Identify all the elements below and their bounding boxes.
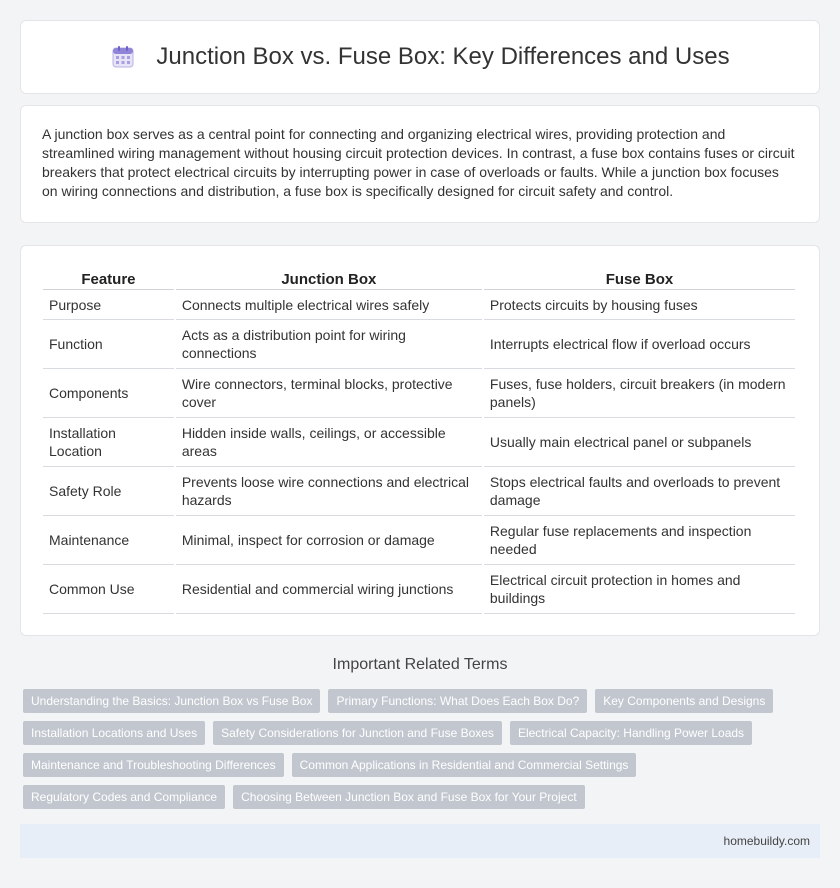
cell-fuse-box: Electrical circuit protection in homes and buildings (484, 565, 795, 614)
header-junction-box: Junction Box (176, 268, 482, 290)
intro-text: A junction box serves as a central point for connecting and organizing electrical wires, providing protection and streamlined wiring management without housing circuit protection devices. In contrast, a fuse box contains fuses or circuit breakers that protect electrical circuits by interrupting power in case of overloads or faults. While a junction box focuses on wiring connections and distribution, a fuse box is specifically designed for circuit safety and control. (42, 126, 795, 199)
related-term-tag[interactable]: Electrical Capacity: Handling Power Loads (510, 721, 752, 745)
table-header-row (43, 268, 795, 290)
cell-feature: Installation Location (43, 418, 174, 467)
related-term-tag[interactable]: Key Components and Designs (595, 689, 773, 713)
title-wrap (110, 43, 729, 71)
table-row (43, 565, 795, 614)
cell-fuse-box: Fuses, fuse holders, circuit breakers (in modern panels) (484, 369, 795, 418)
cell-fuse-box: Interrupts electrical flow if overload occurs (484, 320, 795, 369)
related-terms-title: Important Related Terms (332, 656, 508, 673)
related-term-tag[interactable]: Understanding the Basics: Junction Box vs Fuse Box (23, 689, 320, 713)
table-row (43, 320, 795, 369)
cell-feature: Safety Role (43, 467, 174, 516)
footer (20, 824, 820, 858)
cell-junction-box: Hidden inside walls, ceilings, or accessible areas (176, 418, 482, 467)
cell-fuse-box: Protects circuits by housing fuses (484, 290, 795, 320)
intro-card (20, 105, 820, 223)
related-term-tag[interactable]: Common Applications in Residential and Commercial Settings (292, 753, 637, 777)
comparison-table-card (20, 245, 820, 636)
cell-feature: Purpose (43, 290, 174, 320)
table-row (43, 290, 795, 320)
related-terms-tags (23, 689, 823, 817)
related-term-tag[interactable]: Safety Considerations for Junction and Fuse Boxes (213, 721, 502, 745)
cell-junction-box: Acts as a distribution point for wiring connections (176, 320, 482, 369)
header-feature: Feature (43, 268, 174, 290)
cell-fuse-box: Usually main electrical panel or subpanels (484, 418, 795, 467)
tag-row (23, 721, 823, 745)
cell-feature: Function (43, 320, 174, 369)
tag-row (23, 689, 823, 713)
cell-fuse-box: Stops electrical faults and overloads to prevent damage (484, 467, 795, 516)
cell-fuse-box: Regular fuse replacements and inspection needed (484, 516, 795, 565)
related-term-tag[interactable]: Choosing Between Junction Box and Fuse Box for Your Project (233, 785, 585, 809)
cell-feature: Components (43, 369, 174, 418)
related-term-tag[interactable]: Maintenance and Troubleshooting Differences (23, 753, 284, 777)
table-row (43, 418, 795, 467)
cell-junction-box: Prevents loose wire connections and electrical hazards (176, 467, 482, 516)
header-card (20, 20, 820, 94)
cell-feature: Maintenance (43, 516, 174, 565)
cell-junction-box: Wire connectors, terminal blocks, protective cover (176, 369, 482, 418)
cell-feature: Common Use (43, 565, 174, 614)
table-row (43, 516, 795, 565)
related-term-tag[interactable]: Primary Functions: What Does Each Box Do? (328, 689, 587, 713)
related-term-tag[interactable]: Regulatory Codes and Compliance (23, 785, 225, 809)
tag-row (23, 753, 823, 777)
footer-site-link[interactable]: homebuildy.com (723, 834, 810, 848)
cell-junction-box: Connects multiple electrical wires safely (176, 290, 482, 320)
header-fuse-box: Fuse Box (484, 268, 795, 290)
table-row (43, 369, 795, 418)
table-row (43, 467, 795, 516)
page-title: Junction Box vs. Fuse Box: Key Differences and Uses (156, 43, 730, 70)
tag-row (23, 785, 823, 809)
cell-junction-box: Residential and commercial wiring junctions (176, 565, 482, 614)
related-term-tag[interactable]: Installation Locations and Uses (23, 721, 205, 745)
calendar-icon (110, 44, 136, 70)
comparison-table (41, 268, 797, 614)
cell-junction-box: Minimal, inspect for corrosion or damage (176, 516, 482, 565)
